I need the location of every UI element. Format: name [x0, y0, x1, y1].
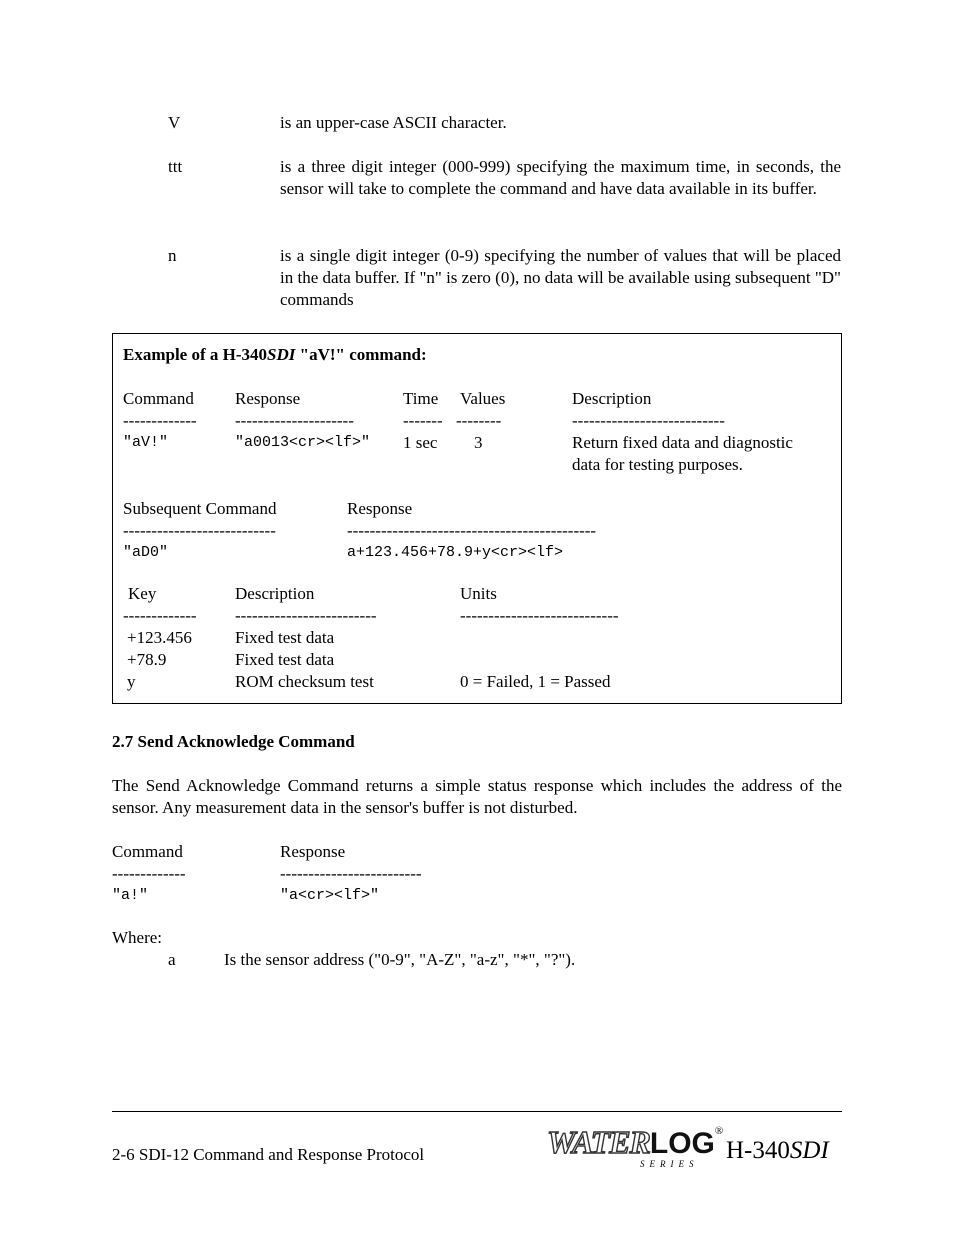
- sub-header-command: Subsequent Command: [123, 499, 277, 518]
- footer-model-italic: SDI: [789, 1137, 829, 1164]
- logo-water-text: WATER: [547, 1124, 650, 1160]
- def-term-n: n: [168, 246, 177, 265]
- ack-header-response: Response: [280, 842, 346, 861]
- ack-header-command: Command: [112, 842, 183, 861]
- key-row-description: Fixed test data: [235, 650, 335, 669]
- footer-rule: [112, 1111, 842, 1112]
- logo-series-text: SERIES: [640, 1159, 699, 1169]
- header-response: Response: [235, 389, 301, 408]
- section-heading: 2.7 Send Acknowledge Command: [112, 732, 355, 751]
- def-text-ttt: is a three digit integer (000-999) specifying the maximum time, in seconds, the sensor will take to complete the command and have data available in its buffer.: [280, 157, 841, 198]
- dash-response: ---------------------: [235, 411, 354, 430]
- ack-command: "a!": [112, 887, 149, 904]
- key-header-key: Key: [128, 584, 157, 603]
- dash-values: --------: [456, 411, 502, 430]
- ack-response: "a<cr><lf>": [280, 887, 380, 904]
- footer-left-text: 2-6 SDI-12 Command and Response Protocol: [112, 1145, 425, 1164]
- example-title: [123, 344, 427, 366]
- def-text-n: is a single digit integer (0-9) specifying the number of values that will be placed in the data buffer. If "n" is zero (0), no data will be available using subsequent "D" commands: [280, 246, 841, 309]
- sub-row-command: "aD0": [123, 544, 169, 561]
- example-title-post: "aV!" command:: [295, 345, 427, 364]
- key-row-key: +78.9: [127, 650, 167, 669]
- example-title-pre: Example of a H-340: [123, 345, 268, 364]
- footer-model: [726, 1136, 829, 1166]
- key-header-description: Description: [235, 584, 315, 603]
- section-paragraph: The Send Acknowledge Command returns a simple status response which includes the address of the sensor. Any measurement data in the sensor's buffer is not disturbed.: [112, 776, 842, 817]
- registered-mark: ®: [714, 1125, 724, 1137]
- logo-log-text: LOG: [649, 1127, 715, 1160]
- row-time: 1 sec: [403, 433, 438, 452]
- key-row-units: 0 = Failed, 1 = Passed: [460, 672, 611, 691]
- key-dash-description: -------------------------: [235, 606, 377, 625]
- where-label: Where:: [112, 928, 163, 947]
- dash-command: -------------: [123, 411, 197, 430]
- dash-time: -------: [403, 411, 443, 430]
- footer-model-pre: H-340: [726, 1137, 790, 1164]
- ack-dash-command: -------------: [112, 864, 186, 883]
- ack-dash-response: -------------------------: [280, 864, 422, 883]
- header-values: Values: [460, 389, 506, 408]
- header-command: Command: [123, 389, 194, 408]
- key-row-description: ROM checksum test: [235, 672, 374, 691]
- key-row-key: +123.456: [127, 628, 192, 647]
- def-term-ttt: ttt: [168, 157, 183, 176]
- row-response: "a0013<cr><lf>": [235, 434, 371, 451]
- header-time: Time: [403, 389, 439, 408]
- example-title-italic: SDI: [267, 345, 296, 364]
- key-row-description: Fixed test data: [235, 628, 335, 647]
- sub-row-response: a+123.456+78.9+y<cr><lf>: [347, 544, 564, 561]
- where-term: a: [168, 950, 176, 969]
- sub-dash-response: --------------------------------------------: [347, 521, 597, 540]
- row-description-line2: data for testing purposes.: [572, 455, 743, 474]
- row-description-line1: Return fixed data and diagnostic: [572, 433, 793, 452]
- def-text-v: is an upper-case ASCII character.: [280, 113, 507, 132]
- sub-dash-command: ---------------------------: [123, 521, 276, 540]
- sub-header-response: Response: [347, 499, 413, 518]
- key-dash-key: -------------: [123, 606, 197, 625]
- header-description: Description: [572, 389, 652, 408]
- key-row-key: y: [127, 672, 136, 691]
- def-term-v: V: [168, 113, 181, 132]
- key-header-units: Units: [460, 584, 497, 603]
- row-values: 3: [474, 433, 483, 452]
- dash-description: ---------------------------: [572, 411, 725, 430]
- key-dash-units: ----------------------------: [460, 606, 619, 625]
- row-command: "aV!": [123, 434, 169, 451]
- where-text: Is the sensor address ("0-9", "A-Z", "a-z", "*", "?").: [224, 950, 576, 969]
